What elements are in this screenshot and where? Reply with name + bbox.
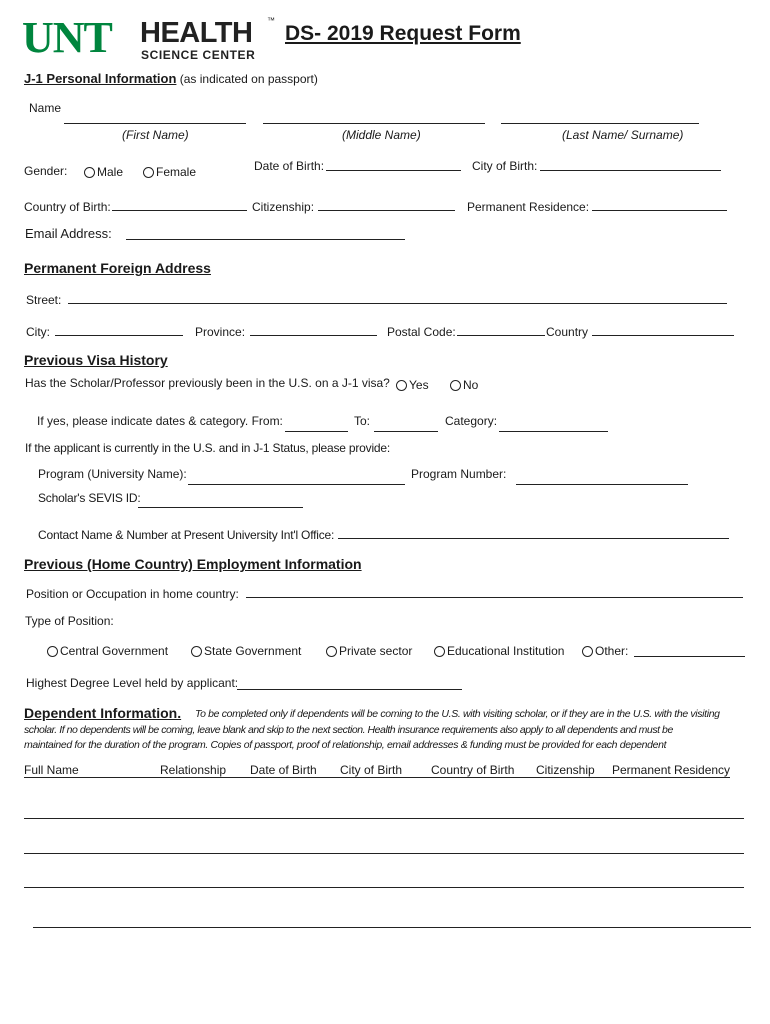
form-title: DS- 2019 Request Form [285,22,521,45]
dependent-note-line-3: maintained for the duration of the program. Copies of passport, proof of relationship, email addresses & funding must be provided for each dependent [24,739,667,751]
private-sector-radio[interactable] [326,646,337,657]
first-name-caption: (First Name) [122,128,189,142]
citizenship-label: Citizenship: [252,200,315,214]
country-label: Country [546,325,589,339]
program-field[interactable] [188,484,405,485]
perm-residence-field[interactable] [592,210,727,211]
employment-heading: Previous (Home Country) Employment Information [24,556,362,572]
visa-no-label: No [463,378,479,392]
col-permanent-residency: Permanent Residency [612,763,731,777]
educational-institution-radio[interactable] [434,646,445,657]
visa-if-yes-label: If yes, please indicate dates & category. From: [37,414,283,428]
personal-heading-note: (as indicated on passport) [179,72,318,86]
visa-yes-label: Yes [409,378,429,392]
position-state-government[interactable] [191,644,301,658]
state-government-radio[interactable] [191,646,202,657]
visa-to-field[interactable] [374,431,438,432]
other-radio[interactable] [582,646,593,657]
dob-field[interactable] [326,170,461,171]
visa-no-radio[interactable] [450,380,461,391]
postal-code-label: Postal Code: [387,325,456,339]
middle-name-caption: (Middle Name) [342,128,421,142]
program-number-label: Program Number: [411,467,507,481]
dependent-row-4[interactable] [33,927,751,928]
col-full-name: Full Name [24,763,79,777]
email-label: Email Address: [25,226,112,241]
street-label: Street: [26,293,62,307]
city-field[interactable] [55,335,183,336]
educational-institution-label: Educational Institution [447,644,565,658]
country-of-birth-label: Country of Birth: [24,200,111,214]
male-label: Male [97,165,124,179]
visa-category-label: Category: [445,414,498,428]
personal-heading [24,71,318,86]
position-other[interactable] [582,644,628,658]
header-underline [24,777,730,778]
visa-to-label: To: [354,414,371,428]
dependent-row-2[interactable] [24,853,744,854]
visa-history-heading: Previous Visa History [24,352,168,368]
city-label: City: [26,325,50,339]
contact-label: Contact Name & Number at Present University Int'l Office: [38,528,335,542]
visa-question: Has the Scholar/Professor previously been in the U.S. on a J-1 visa? [25,376,390,390]
position-central-government[interactable] [47,644,168,658]
dependent-heading: Dependent Information. [24,705,182,721]
current-status-note: If the applicant is currently in the U.S. and in J-1 Status, please provide: [25,441,391,455]
gender-label: Gender: [24,164,68,178]
gender-female-option[interactable] [143,165,196,179]
col-city-of-birth: City of Birth [340,763,403,777]
foreign-address-heading: Permanent Foreign Address [24,260,211,276]
last-name-field[interactable] [501,123,699,124]
private-sector-label: Private sector [339,644,413,658]
position-type-label: Type of Position: [25,614,114,628]
program-number-field[interactable] [516,484,688,485]
city-of-birth-label: City of Birth: [472,159,538,173]
dependent-note-line-1: To be completed only if dependents will be coming to the U.S. with visiting scholar, or if they are in the U.S. with the visiting [195,708,720,720]
province-field[interactable] [250,335,377,336]
female-label: Female [156,165,197,179]
middle-name-field[interactable] [263,123,485,124]
province-label: Province: [195,325,246,339]
logo-unt-text: UNT [22,13,112,62]
personal-heading-text: J-1 Personal Information [24,71,177,86]
other-field[interactable] [634,656,745,657]
logo-trademark: ™ [267,16,275,25]
dependent-row-3[interactable] [24,887,744,888]
last-name-caption: (Last Name/ Surname) [562,128,684,142]
sevis-label: Scholar's SEVIS ID: [38,491,141,505]
col-relationship: Relationship [160,763,227,777]
central-government-label: Central Government [60,644,169,658]
position-field[interactable] [246,597,743,598]
visa-category-field[interactable] [499,431,608,432]
col-citizenship: Citizenship [536,763,595,777]
first-name-field[interactable] [64,123,246,124]
degree-label: Highest Degree Level held by applicant: [26,676,239,690]
perm-residence-label: Permanent Residence: [467,200,590,214]
dependent-row-1[interactable] [24,818,744,819]
contact-field[interactable] [338,538,729,539]
position-private-sector[interactable] [326,644,412,658]
col-country-of-birth: Country of Birth [431,763,515,777]
citizenship-field[interactable] [318,210,455,211]
gender-male-option[interactable] [84,165,123,179]
visa-from-field[interactable] [285,431,348,432]
name-label: Name [29,101,62,115]
central-government-radio[interactable] [47,646,58,657]
state-government-label: State Government [204,644,302,658]
country-of-birth-field[interactable] [112,210,247,211]
male-radio[interactable] [84,167,95,178]
logo-health-text: HEALTH [140,17,253,49]
postal-code-field[interactable] [457,335,545,336]
city-of-birth-field[interactable] [540,170,721,171]
visa-yes-radio[interactable] [396,380,407,391]
position-educational-institution[interactable] [434,644,564,658]
sevis-field[interactable] [138,507,303,508]
female-radio[interactable] [143,167,154,178]
country-field[interactable] [592,335,734,336]
program-label: Program (University Name): [38,467,187,481]
visa-no-option[interactable] [450,378,478,392]
degree-field[interactable] [237,689,462,690]
dob-label: Date of Birth: [254,159,325,173]
col-date-of-birth: Date of Birth [250,763,317,777]
visa-yes-option[interactable] [396,378,429,392]
email-field[interactable] [126,239,405,240]
dependent-note-line-2: scholar. If no dependents will be coming, leave blank and skip to the next section. Health insurance requirements also apply to all dependents and must be [24,724,673,736]
other-label: Other: [595,644,629,658]
logo-subtitle: SCIENCE CENTER [141,48,256,62]
position-label: Position or Occupation in home country: [26,587,239,601]
street-field[interactable] [68,303,727,304]
